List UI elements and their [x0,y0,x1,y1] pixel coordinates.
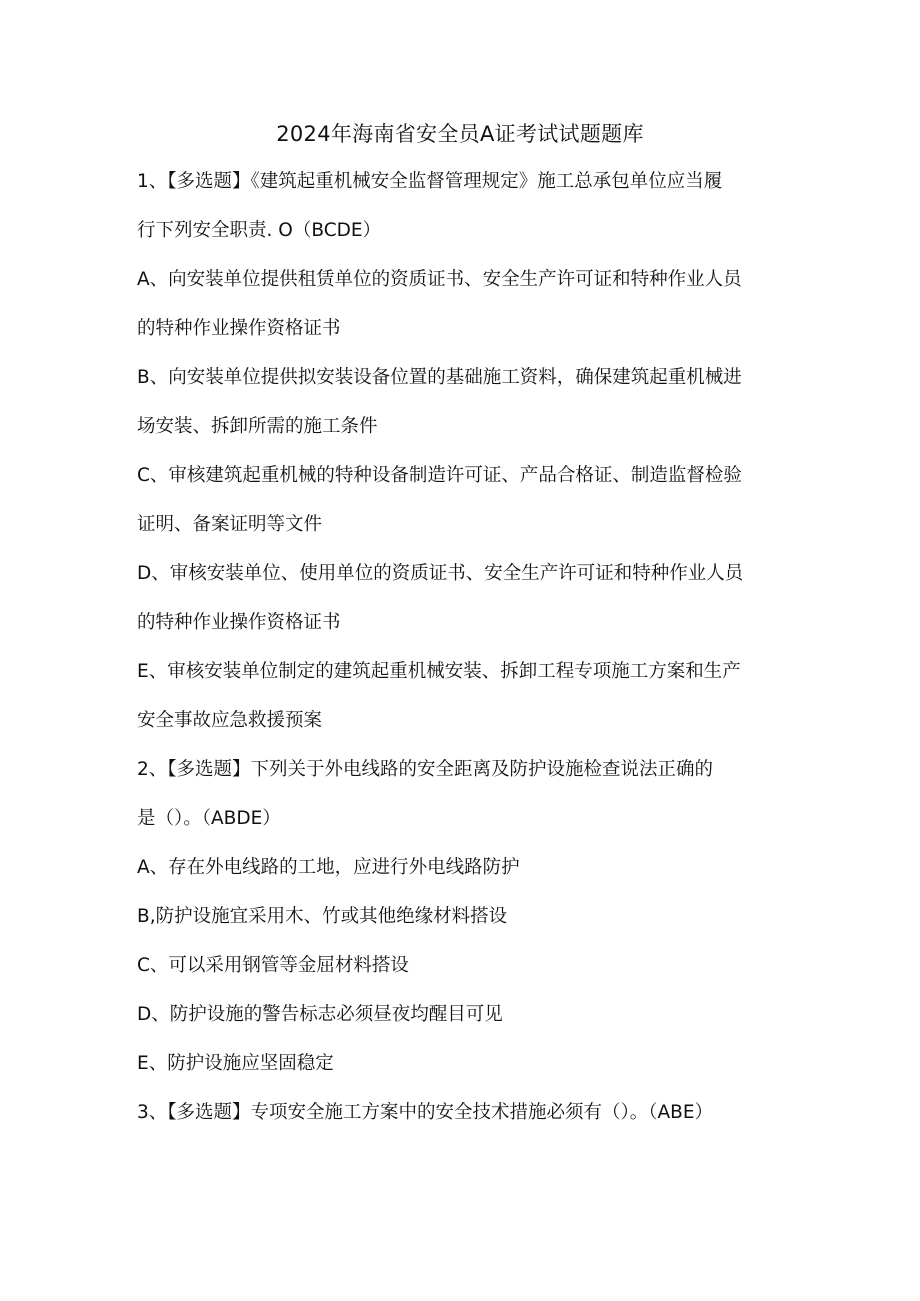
q2-stem-line-1: 2、【多选题】下列关于外电线路的安全距离及防护设施检查说法正确的 [137,759,714,780]
q1-option-c-line-2: 证明、备案证明等文件 [137,514,323,535]
q1-option-a-line-2: 的特种作业操作资格证书 [137,318,341,339]
q2-option-b: B,防护设施宜采用木、竹或其他绝缘材料搭设 [137,906,508,927]
q1-option-b-line-2: 场安装、拆卸所需的施工条件 [137,416,378,437]
q2-option-e: E、防护设施应坚固稳定 [137,1053,334,1074]
q2-option-a: A、存在外电线路的工地，应进行外电线路防护 [137,857,520,878]
document-title: 2024年海南省安全员A证考试试题题库 [276,122,644,146]
q2-option-d: D、防护设施的警告标志必须昼夜均醒目可见 [137,1004,503,1025]
q1-option-e-line-2: 安全事故应急救援预案 [137,710,323,731]
q1-option-b-line-1: B、向安装单位提供拟安装设备位置的基础施工资料，确保建筑起重机械进 [137,367,742,388]
q2-stem-line-2: 是（）。（ABDE） [137,808,281,829]
q1-stem-line-1: 1、【多选题】《建筑起重机械安全监督管理规定》施工总承包单位应当履 [137,171,723,192]
q1-option-e-line-1: E、审核安装单位制定的建筑起重机械安装、拆卸工程专项施工方案和生产 [137,661,741,682]
q1-option-c-line-1: C、审核建筑起重机械的特种设备制造许可证、产品合格证、制造监督检验 [137,465,742,486]
q1-option-a-line-1: A、向安装单位提供租赁单位的资质证书、安全生产许可证和特种作业人员 [137,269,742,290]
q1-option-d-line-1: D、审核安装单位、使用单位的资质证书、安全生产许可证和特种作业人员 [137,563,744,584]
q3-stem: 3、【多选题】专项安全施工方案中的安全技术措施必须有（）。（ABE） [137,1102,714,1123]
q1-stem-line-2: 行下列安全职责. O（BCDE） [137,220,382,241]
q1-option-d-line-2: 的特种作业操作资格证书 [137,612,341,633]
q2-option-c: C、可以采用钢管等金屈材料搭设 [137,955,409,976]
